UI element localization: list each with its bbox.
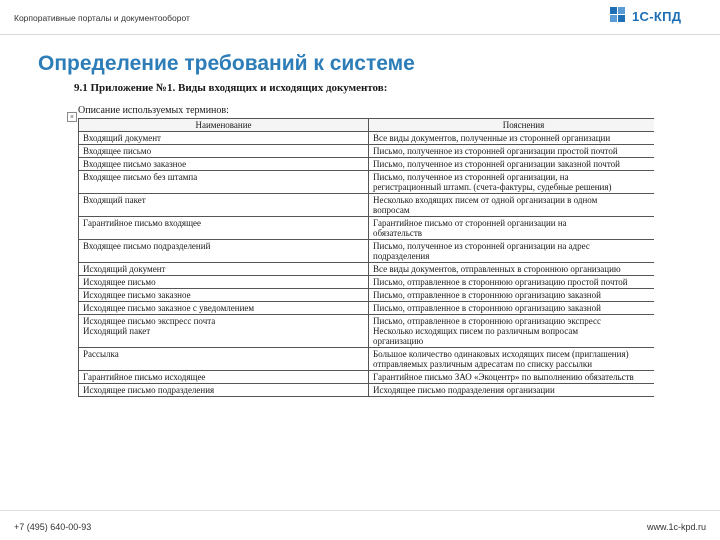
term-description-line: Все виды документов, отправленных в стороннюю организацию bbox=[373, 264, 621, 274]
term-description-line: Гарантийное письмо от сторонней организации на bbox=[373, 218, 567, 228]
term-name-line: Входящий документ bbox=[83, 133, 161, 143]
table-row bbox=[79, 289, 655, 302]
footer-website-link[interactable]: www.1c-kpd.ru bbox=[646, 522, 706, 532]
term-name-line: Входящее письмо подразделений bbox=[83, 241, 211, 251]
term-description-line: Несколько исходящих писем по различным вопросам bbox=[373, 326, 579, 336]
table-row bbox=[79, 276, 655, 289]
term-name-line: Исходящее письмо bbox=[83, 277, 156, 287]
table-row bbox=[79, 302, 655, 315]
table-row bbox=[79, 132, 655, 145]
term-name-cell bbox=[79, 217, 369, 240]
term-description-line: Несколько входящих писем от одной организации в одном bbox=[373, 195, 598, 205]
term-description-cell bbox=[369, 145, 655, 158]
table-row bbox=[79, 371, 655, 384]
term-description-line: Письмо, отправленное в стороннюю организацию экспресс bbox=[373, 316, 601, 326]
table-row bbox=[79, 194, 655, 217]
term-name-line: Исходящее письмо заказное с уведомлением bbox=[83, 303, 255, 313]
header-divider bbox=[0, 34, 720, 35]
table-row bbox=[79, 217, 655, 240]
anchor-marker-icon: и bbox=[67, 112, 77, 122]
term-description-cell bbox=[369, 371, 655, 384]
term-name-cell bbox=[79, 371, 369, 384]
term-description-line: вопросам bbox=[373, 205, 410, 215]
document-subheading: Описание используемых терминов: bbox=[78, 105, 229, 116]
term-description-line: Большое количество одинаковых исходящих писем (приглашения) bbox=[373, 349, 629, 359]
term-name-cell bbox=[79, 145, 369, 158]
term-description-line: отправляемых различным адресатам по списку рассылки bbox=[373, 359, 593, 369]
document-scan bbox=[64, 80, 654, 458]
company-logo[interactable] bbox=[610, 7, 681, 25]
slide-title: Определение требований к системе bbox=[38, 52, 415, 75]
term-name-line: Исходящее письмо экспресс почта bbox=[83, 316, 216, 326]
term-description-cell bbox=[369, 240, 655, 263]
term-name-line: Гарантийное письмо исходящее bbox=[83, 372, 206, 382]
term-name-line: Входящее письмо заказное bbox=[83, 159, 187, 169]
term-description-line: регистрационный штамп. (счета-фактуры, судебные решения) bbox=[373, 182, 612, 192]
logo-icon bbox=[610, 7, 628, 25]
term-name-cell bbox=[79, 158, 369, 171]
term-name-cell bbox=[79, 348, 369, 371]
term-description-cell bbox=[369, 348, 655, 371]
term-description-line: обязательств bbox=[373, 228, 423, 238]
term-name-line: Рассылка bbox=[83, 349, 119, 359]
term-name-cell bbox=[79, 384, 369, 397]
term-description-line: Письмо, полученное из сторонней организации на адрес bbox=[373, 241, 590, 251]
term-description-line: Письмо, полученное из сторонней организации заказной почтой bbox=[373, 159, 620, 169]
term-name-cell bbox=[79, 132, 369, 145]
term-description-line: Письмо, отправленное в стороннюю организацию заказной bbox=[373, 303, 601, 313]
term-description-cell bbox=[369, 171, 655, 194]
term-name-line: Входящее письмо bbox=[83, 146, 152, 156]
logo-text: 1С-КПД bbox=[632, 8, 682, 24]
term-description-cell bbox=[369, 263, 655, 276]
term-name-cell bbox=[79, 240, 369, 263]
term-name-line: Входящее письмо без штампа bbox=[83, 172, 198, 182]
table-row bbox=[79, 348, 655, 371]
table-row bbox=[79, 171, 655, 194]
term-name-cell bbox=[79, 263, 369, 276]
table-row bbox=[79, 145, 655, 158]
term-name-line: Исходящий документ bbox=[83, 264, 166, 274]
term-name-line: Входящий пакет bbox=[83, 195, 146, 205]
term-description-cell bbox=[369, 132, 655, 145]
term-description-line: Письмо, полученное из сторонней организации, на bbox=[373, 172, 569, 182]
term-description-cell bbox=[369, 302, 655, 315]
table-row bbox=[79, 384, 655, 397]
term-name-cell bbox=[79, 171, 369, 194]
column-header-name: Наименование bbox=[79, 119, 369, 132]
footer-divider bbox=[0, 510, 720, 511]
document-heading: 9.1 Приложение №1. Виды входящих и исходящих документов: bbox=[74, 82, 388, 94]
term-name-line: Исходящее письмо подразделения bbox=[83, 385, 215, 395]
table-row bbox=[79, 240, 655, 263]
term-description-cell bbox=[369, 276, 655, 289]
term-description-cell bbox=[369, 289, 655, 302]
term-name-cell bbox=[79, 302, 369, 315]
footer-phone: +7 (495) 640-00-93 bbox=[14, 522, 92, 532]
table-row bbox=[79, 263, 655, 276]
term-name-cell bbox=[79, 289, 369, 302]
header-caption: Корпоративные порталы и документооборот bbox=[14, 13, 190, 23]
column-header-description: Пояснения bbox=[369, 119, 655, 132]
term-description-line: Исходящее письмо подразделения организации bbox=[373, 385, 555, 395]
term-name-line: Исходящее письмо заказное bbox=[83, 290, 191, 300]
term-description-cell bbox=[369, 158, 655, 171]
term-description-cell bbox=[369, 194, 655, 217]
term-name-line: Гарантийное письмо входящее bbox=[83, 218, 201, 228]
term-description-line: Гарантийное письмо ЗАО «Экоцентр» по выполнению обязательств bbox=[373, 372, 634, 382]
term-description-cell bbox=[369, 217, 655, 240]
table-row bbox=[79, 158, 655, 171]
term-name-cell bbox=[79, 315, 369, 348]
term-description-line: Письмо, полученное из сторонней организации простой почтой bbox=[373, 146, 618, 156]
term-name-cell bbox=[79, 276, 369, 289]
term-description-line: Письмо, отправленное в стороннюю организацию заказной bbox=[373, 290, 601, 300]
term-description-cell bbox=[369, 384, 655, 397]
terms-table bbox=[78, 118, 654, 397]
table-row bbox=[79, 315, 655, 348]
term-name-cell bbox=[79, 194, 369, 217]
term-name-line: Исходящий пакет bbox=[83, 326, 151, 336]
terms-table-header bbox=[79, 119, 655, 132]
term-description-line: Все виды документов, полученные из сторонней организации bbox=[373, 133, 611, 143]
term-description-line: Письмо, отправленное в стороннюю организацию простой почтой bbox=[373, 277, 628, 287]
term-description-line: подразделения bbox=[373, 251, 430, 261]
term-description-cell bbox=[369, 315, 655, 348]
term-description-line: организацию bbox=[373, 336, 424, 346]
